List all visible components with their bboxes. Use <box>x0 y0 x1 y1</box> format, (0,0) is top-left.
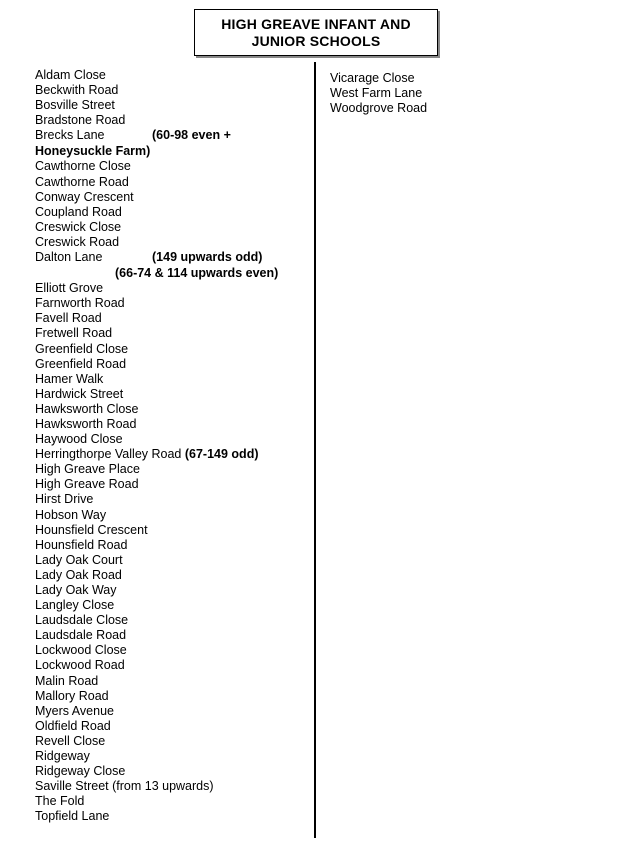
street-row: Bosville Street <box>35 98 115 113</box>
street-row-with-note <box>35 128 310 143</box>
street-row: Farnworth Road <box>35 296 125 311</box>
street-row: Lady Oak Way <box>35 583 117 597</box>
street-row: Hounsfield Crescent <box>35 522 148 537</box>
street-row: Elliott Grove <box>35 281 104 296</box>
street-row: Hounsfield Road <box>35 537 128 552</box>
left-street-column <box>35 68 310 825</box>
street-row: High Greave Road <box>35 477 139 492</box>
street-row: Saville Street (from 13 upwards) <box>35 779 214 794</box>
street-row: Vicarage Close <box>330 71 415 85</box>
right-street-column <box>330 71 610 116</box>
street-name: Herringthorpe Valley Road <box>35 447 182 462</box>
street-name: Dalton Lane <box>35 250 103 265</box>
street-row: Aldam Close <box>35 68 106 82</box>
street-row: Favell Road <box>35 311 102 326</box>
street-row: Lockwood Road <box>35 658 125 673</box>
street-row: Revell Close <box>35 733 106 748</box>
street-row: Hamer Walk <box>35 371 104 386</box>
street-row: Oldfield Road <box>35 718 111 733</box>
street-row: Langley Close <box>35 598 115 613</box>
house-number-note: (149 upwards odd) <box>152 250 263 265</box>
title-box <box>194 9 438 56</box>
street-row: Greenfield Road <box>35 356 127 371</box>
street-row: Hardwick Street <box>35 386 124 401</box>
street-row: West Farm Lane <box>330 86 423 101</box>
street-row: High Greave Place <box>35 462 140 477</box>
street-row: Cawthorne Road <box>35 174 129 189</box>
house-number-note-continued: Honeysuckle Farm) <box>35 144 151 159</box>
street-row: Ridgeway <box>35 749 90 764</box>
street-row: Mallory Road <box>35 688 109 703</box>
house-number-note: (60-98 even + <box>152 128 231 143</box>
street-row: Beckwith Road <box>35 83 119 98</box>
street-row: Creswick Road <box>35 234 120 249</box>
street-row-with-note <box>35 250 310 265</box>
street-row: Myers Avenue <box>35 703 114 718</box>
street-row: Laudsdale Close <box>35 613 129 628</box>
street-row: Conway Crescent <box>35 189 134 204</box>
street-row: Laudsdale Road <box>35 628 127 643</box>
house-number-note: (67-149 odd) <box>184 447 259 462</box>
street-row: Lady Oak Road <box>35 567 122 582</box>
street-row: Hawksworth Road <box>35 416 137 431</box>
street-row-with-note <box>35 447 310 462</box>
page-title-line-1: HIGH GREAVE INFANT AND <box>221 15 411 32</box>
street-row: Ridgeway Close <box>35 764 126 779</box>
street-row: Woodgrove Road <box>330 101 428 116</box>
street-row: The Fold <box>35 794 85 809</box>
street-row: Coupland Road <box>35 204 122 219</box>
street-row: Creswick Close <box>35 219 122 234</box>
street-name: Brecks Lane <box>35 128 105 143</box>
street-row: Hobson Way <box>35 507 107 522</box>
column-divider <box>314 62 316 838</box>
street-row: Fretwell Road <box>35 326 113 341</box>
street-row: Hawksworth Close <box>35 401 139 416</box>
street-row: Cawthorne Close <box>35 159 131 174</box>
street-row: Malin Road <box>35 673 99 688</box>
page-title-line-2: JUNIOR SCHOOLS <box>251 32 381 49</box>
street-row: Hirst Drive <box>35 492 94 507</box>
street-row: Lockwood Close <box>35 643 127 658</box>
street-row: Haywood Close <box>35 432 123 447</box>
street-row: Greenfield Close <box>35 341 129 356</box>
street-row: Bradstone Road <box>35 113 126 128</box>
street-row: Topfield Lane <box>35 809 110 824</box>
house-number-note-continued: (66-74 & 114 upwards even) <box>115 266 279 281</box>
street-row: Lady Oak Court <box>35 552 123 567</box>
